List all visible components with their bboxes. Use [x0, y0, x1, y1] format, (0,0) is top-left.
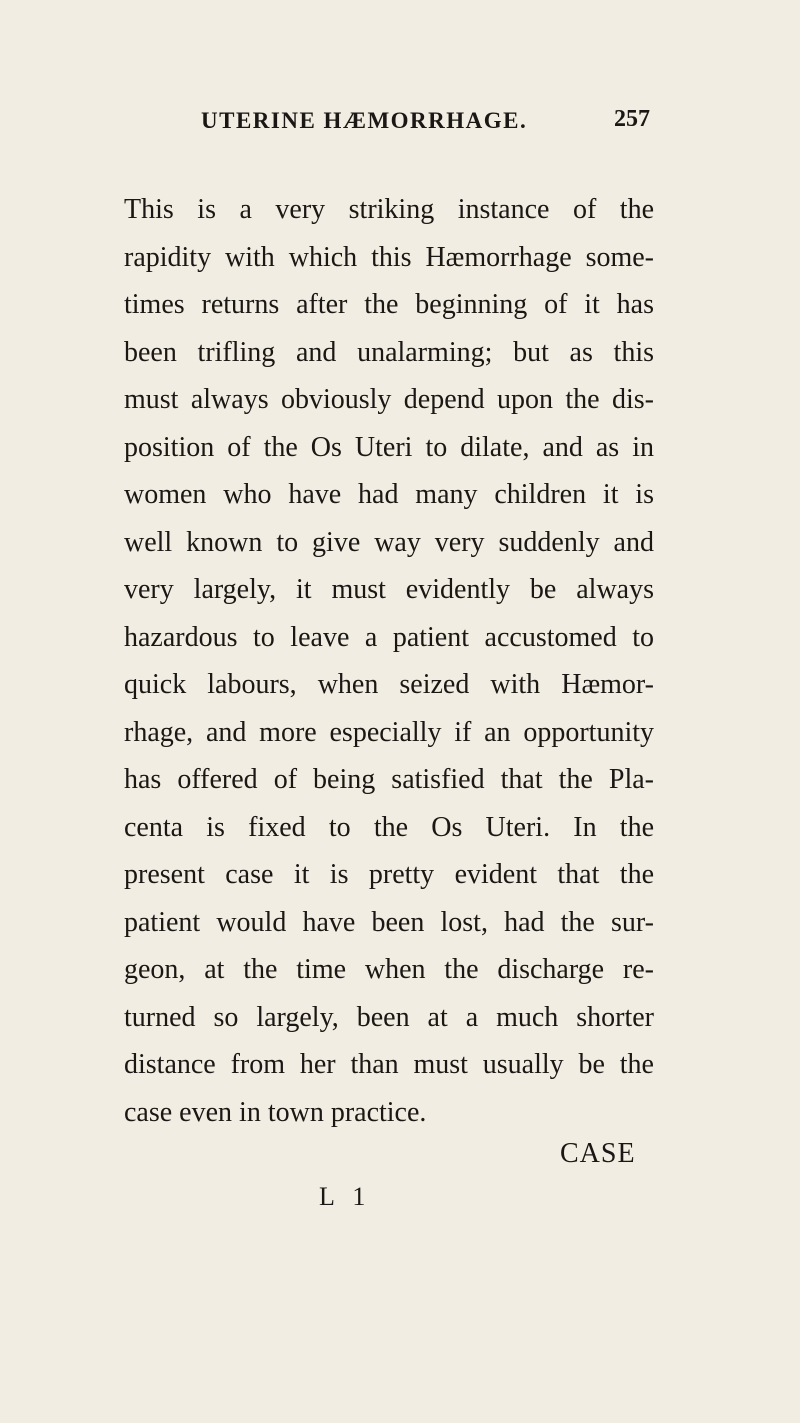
- signature-mark: L 1: [319, 1182, 372, 1211]
- body-paragraph: [124, 186, 654, 1136]
- text-line: distance from her than must usually be the: [124, 1049, 654, 1080]
- text-line: well known to give way very suddenly and: [124, 526, 654, 558]
- page-number: 257: [614, 106, 650, 132]
- text-line: rapidity with which this Hæmorrhage some-: [124, 241, 654, 273]
- text-line: very largely, it must evidently be always: [124, 574, 654, 605]
- text-line: must always obviously depend upon the dis-: [124, 384, 654, 415]
- text-line: This is a very striking instance of the: [124, 194, 654, 225]
- text-line: present case it is pretty evident that the: [124, 859, 654, 890]
- text-line: patient would have been lost, had the sur-: [124, 906, 654, 938]
- text-line: position of the Os Uteri to dilate, and as in: [124, 431, 654, 463]
- text-line: geon, at the time when the discharge re-: [124, 954, 654, 985]
- text-line: women who have had many children it is: [124, 479, 654, 510]
- text-line: times returns after the beginning of it has: [124, 289, 654, 320]
- catchword: CASE: [560, 1138, 636, 1169]
- text-line: turned so largely, been at a much shorter: [124, 1001, 654, 1033]
- text-line: hazardous to leave a patient accustomed to: [124, 621, 654, 653]
- text-line: quick labours, when seized with Hæmor-: [124, 669, 654, 700]
- text-line: has offered of being satisfied that the Pla-: [124, 764, 654, 795]
- text-line-last: case even in town practice.: [124, 1096, 427, 1128]
- text-line: centa is fixed to the Os Uteri. In the: [124, 811, 654, 843]
- running-title: UTERINE HÆMORRHAGE.: [201, 108, 528, 133]
- text-line: been trifling and unalarming; but as this: [124, 336, 654, 368]
- text-line: rhage, and more especially if an opportunity: [124, 716, 654, 748]
